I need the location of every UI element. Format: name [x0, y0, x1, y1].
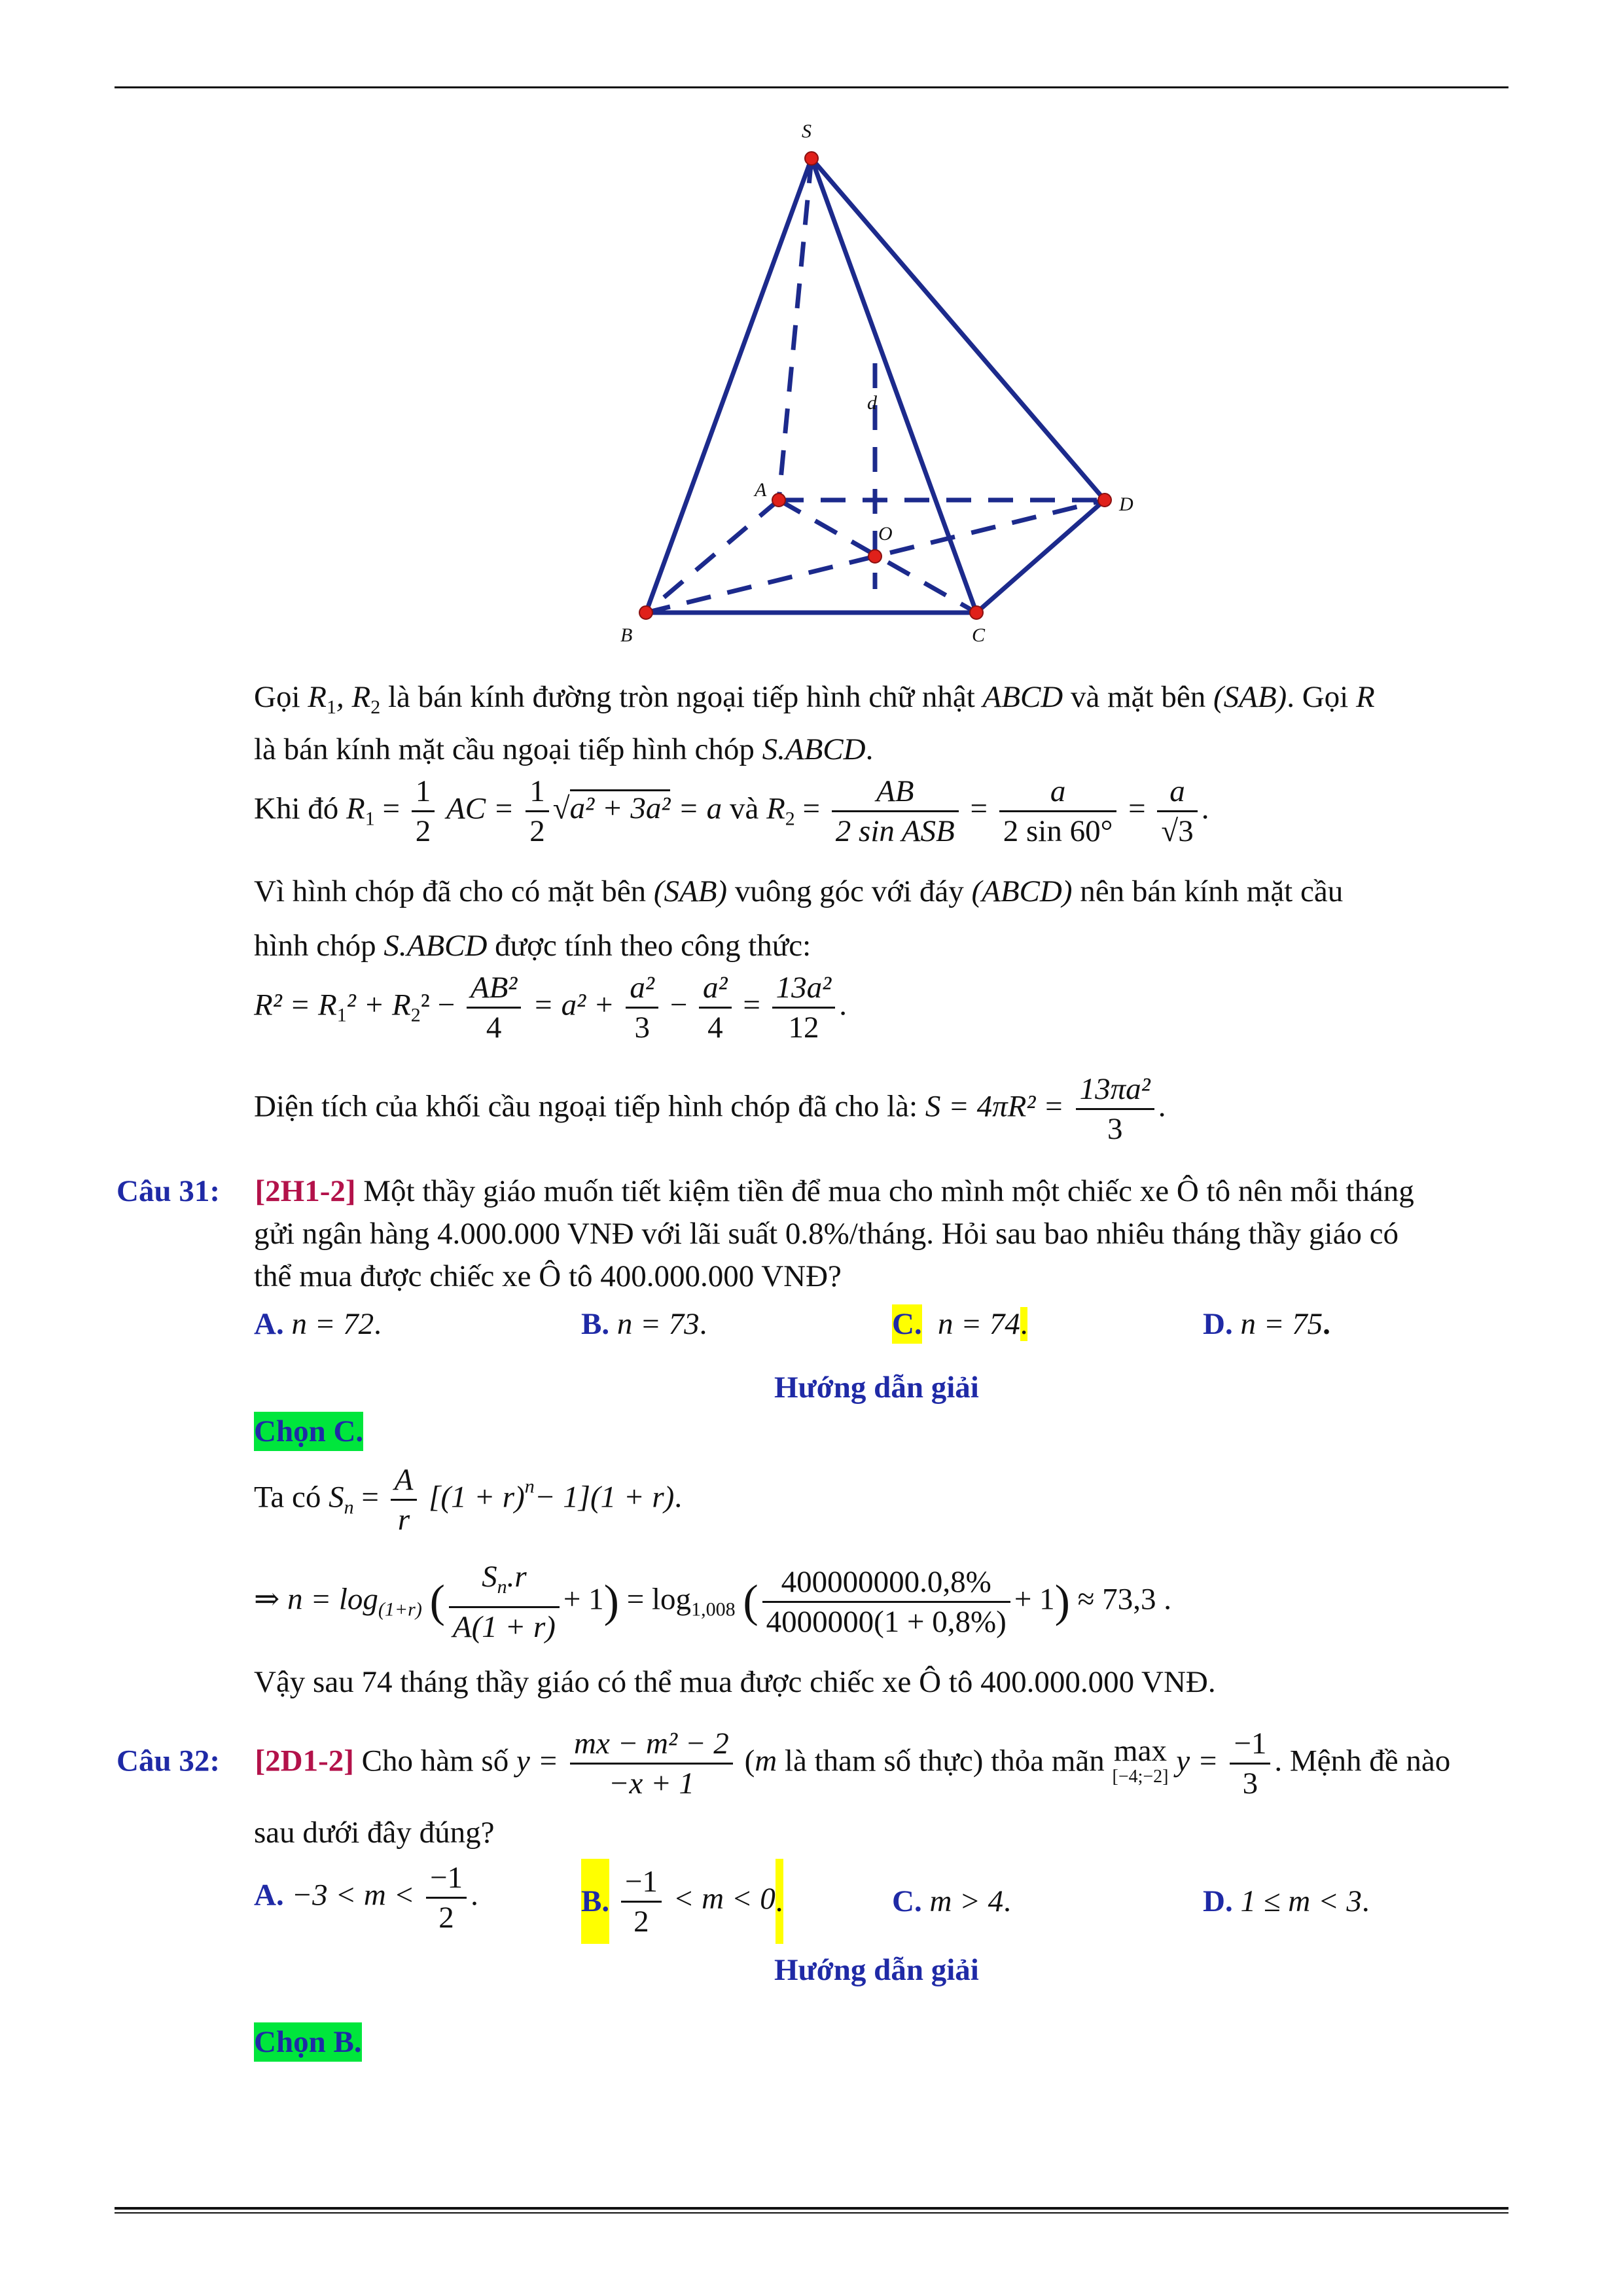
sol-line-1: Gọi $R_1$, $R_2$ là bán kính đường tròn ngoại tiếp hình chữ nhật ABCD và mặt bên (SAB). Gọi R [254, 680, 1375, 718]
label-d: d [867, 392, 877, 414]
q31-tag: [2H1-2] [255, 1174, 356, 1208]
q32-chosen-answer: Chọn B. [254, 2022, 362, 2062]
q32-tag: [2D1-2] [255, 1744, 354, 1778]
q32-line-2: sau dưới đây đúng? [254, 1816, 495, 1850]
edge-CD [976, 500, 1105, 613]
q32-option-a[interactable]: A. −3 < m < $\frac{-1}{2}$ . [254, 1859, 478, 1937]
q31-line-1: Câu 31: [2H1-2] Một thầy giáo muốn tiết kiệm tiền để mua cho mình một chiếc xe Ô tô nên mỗi tháng [116, 1174, 1414, 1208]
point-B [639, 606, 652, 619]
q32-option-b[interactable]: B. $\frac{-1}{2}$ < m < 0. [581, 1859, 783, 1944]
point-O [868, 550, 882, 563]
q31-guide-heading: Hướng dẫn giải [774, 1371, 979, 1405]
label-C: C [972, 624, 986, 646]
q31-sol-line-2: ⇒ $n = \log_{(1+r)}$ ( $\frac{S_n.r}{A(1 + r)}$ + $1) = \log_{1,008}$ ( $\frac{400000000.0,8\%}{4000000(1 + 0,8\%)}$ + 1) ≈ 73,3 . [254, 1558, 1171, 1646]
sol-line-4: Vì hình chóp đã cho có mặt bên (SAB) vuông góc với đáy (ABCD) nên bán kính mặt cầu [254, 874, 1344, 908]
bottom-rule-thin [115, 2212, 1508, 2214]
q31-sol-line-1: Ta có $S_n$ = $\frac{A}{r}$ $[(1 + r)^n- 1](1 + r)$. [254, 1461, 682, 1539]
q31-option-c-value: n = 74. [938, 1307, 1028, 1341]
top-rule [115, 86, 1508, 88]
q32-option-d[interactable]: D. 1 ≤ m < 3. [1203, 1884, 1370, 1918]
edge-SC [812, 158, 976, 613]
label-B: B [620, 624, 633, 646]
q32-options [254, 1859, 1497, 1944]
edge-SB [646, 158, 812, 613]
pyramid-figure [589, 118, 1165, 655]
q31-label: Câu 31: [116, 1174, 220, 1208]
label-D: D [1119, 493, 1133, 515]
q32-option-c[interactable]: C. m > 4. [892, 1884, 1011, 1918]
q32-line-1: Câu 32: [2D1-2] Cho hàm số y = $\frac{\text{mx − m² − 2}}{-x + 1}$ (m là tham số thực) thỏa mãn max [−4;−2] y = $\frac{-1}{3}$ . Mệnh đề nào [116, 1725, 1450, 1803]
sol-line-2: là bán kính mặt cầu ngoại tiếp hình chóp S.ABCD. [254, 732, 874, 766]
q31-option-a[interactable]: A. n = 72. [254, 1307, 382, 1341]
point-S [805, 152, 818, 165]
q31-line-3: thể mua được chiếc xe Ô tô 400.000.000 VNĐ? [254, 1259, 842, 1293]
sol-line-3: Khi đó $R_1$ = $\frac{1}{2}$ AC = $\frac{1}{2}$ √a² + 3a² = a và $R_2$ = $\frac{AB}{\text{2 sin ASB}}$ = $\frac{a}{2 \sin 60^\circ}$ = $\frac{a}{√3}$ . [254, 772, 1209, 850]
q31-line-2: gửi ngân hàng 4.000.000 VNĐ với lãi suất 0.8%/tháng. Hỏi sau bao nhiêu tháng thầy giáo có [254, 1217, 1399, 1251]
q32-label: Câu 32: [116, 1744, 220, 1778]
label-A: A [755, 479, 767, 501]
label-O: O [878, 523, 893, 545]
q31-option-d[interactable]: D. n = 75. [1203, 1307, 1330, 1341]
bottom-rule [115, 2207, 1508, 2210]
point-A [772, 493, 785, 507]
edge-SD [812, 158, 1105, 500]
q31-option-b[interactable]: B. n = 73. [581, 1307, 707, 1341]
sol-line-7: Diện tích của khối cầu ngoại tiếp hình chóp đã cho là: S = 4πR² = $\frac{\text{13πa²}}{3}$ . [254, 1070, 1166, 1148]
label-S: S [802, 120, 812, 142]
q31-chosen-answer: Chọn C. [254, 1412, 363, 1451]
sol-line-6: $R^2 = R_1^2 + R_2^2$ − $\frac{\text{AB²}}{4}$ = a² + $\frac{\text{a²}}{3}$ − $\frac{\text{a²}}{4}$ = $\frac{\text{13a²}}{12}$ . [254, 969, 847, 1047]
point-C [970, 606, 983, 619]
q32-guide-heading: Hướng dẫn giải [774, 1953, 979, 1987]
q31-option-c[interactable]: C. [892, 1304, 922, 1344]
q31-sol-line-3: Vậy sau 74 tháng thầy giáo có thể mua được chiếc xe Ô tô 400.000.000 VNĐ. [254, 1665, 1216, 1699]
sol-line-5: hình chóp S.ABCD được tính theo công thức: [254, 929, 812, 963]
point-D [1098, 493, 1111, 507]
